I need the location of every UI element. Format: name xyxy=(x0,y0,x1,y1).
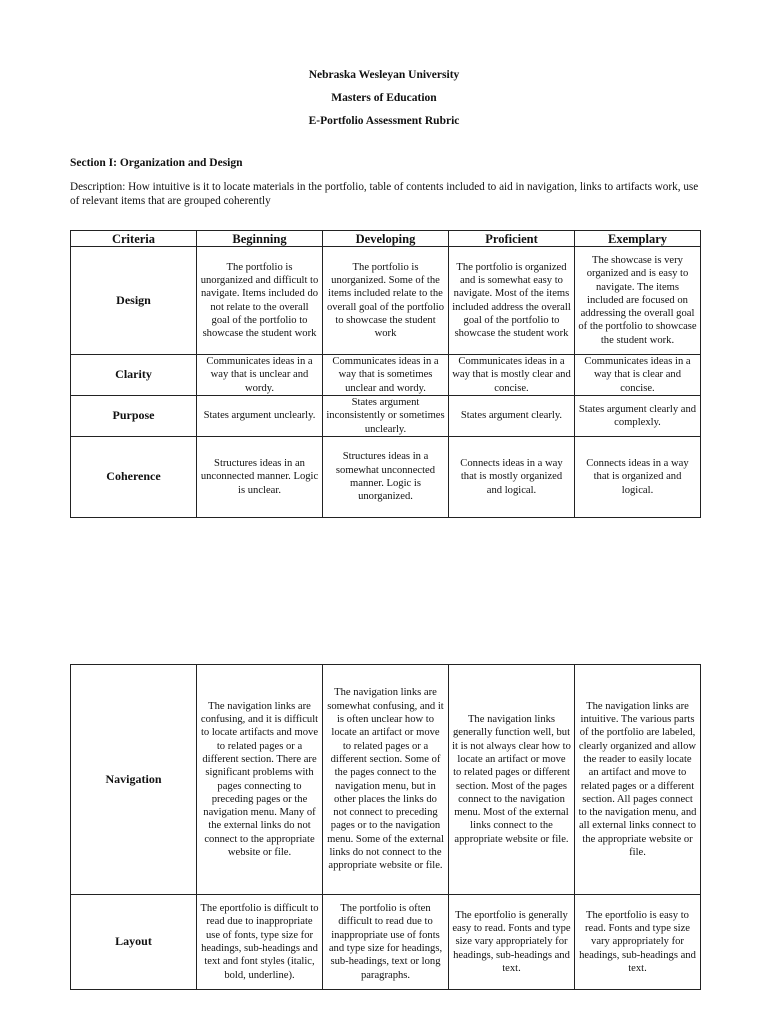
beginning-cell: The navigation links are confusing, and it is difficult to locate artifacts and move to related pages or a different section. There are significant problems with pages connecting to preceding pages or the navigation menu. Many of the external links do not connect to the appropriate website or file. xyxy=(197,665,323,895)
beginning-cell: Communicates ideas in a way that is unclear and wordy. xyxy=(197,355,323,396)
section-description: Description: How intuitive is it to locate materials in the portfolio, table of contents included to aid in navigation, links to artifacts work, use of relevant items that are grouped coherently xyxy=(70,181,699,207)
exemplary-cell: The showcase is very organized and is easy to navigate. The items included are focused on addressing the overall goal of the portfolio to showcase the student work. xyxy=(575,247,701,355)
developing-cell: Structures ideas in a somewhat unconnected manner. Logic is unorganized. xyxy=(323,436,449,517)
exemplary-cell: Communicates ideas in a way that is clear and concise. xyxy=(575,355,701,396)
rubric-table-continued xyxy=(70,664,701,990)
proficient-cell: The navigation links generally function well, but it is not always clear how to locate an artifact or move to related pages or different section. Most of the pages connect to the navigation menu. Most of the external links connect to the appropriate website or file. xyxy=(449,665,575,895)
column-header-criteria: Criteria xyxy=(71,231,197,247)
beginning-cell: States argument unclearly. xyxy=(197,396,323,437)
table-row xyxy=(71,355,701,396)
table-row xyxy=(71,665,701,895)
developing-cell: The portfolio is often difficult to read due to inappropriate use of fonts and type size for headings, sub-headings, text or long paragraphs. xyxy=(323,895,449,990)
section-title: Section I: Organization and Design xyxy=(70,157,243,169)
column-header-beginning: Beginning xyxy=(197,231,323,247)
rubric-table xyxy=(70,230,701,518)
developing-cell: The navigation links are somewhat confusing, and it is often unclear how to locate an artifact or move to related pages or a different section. Some of the pages connect to the navigation menu, but in other places the links do not connect to preceding pages or to the navigation menu. Some of the external links do not connect to the appropriate website or file. xyxy=(323,665,449,895)
criteria-cell: Coherence xyxy=(71,436,197,517)
criteria-cell: Design xyxy=(71,247,197,355)
proficient-cell: The portfolio is organized and is somewhat easy to navigate. Most of the items included address the overall goal of the portfolio to showcase the student work xyxy=(449,247,575,355)
criteria-cell: Layout xyxy=(71,895,197,990)
program-name: Masters of Education xyxy=(331,92,437,104)
beginning-cell: Structures ideas in an unconnected manner. Logic is unclear. xyxy=(197,436,323,517)
document-title: E-Portfolio Assessment Rubric xyxy=(308,115,460,127)
proficient-cell: The eportfolio is generally easy to read. Fonts and type size vary appropriately for headings, sub-headings and text. xyxy=(449,895,575,990)
criteria-cell: Purpose xyxy=(71,396,197,437)
exemplary-cell: The eportfolio is easy to read. Fonts and type size vary appropriately for headings, sub-headings and text. xyxy=(575,895,701,990)
table-row xyxy=(71,436,701,517)
table-row xyxy=(71,247,701,355)
exemplary-cell: The navigation links are intuitive. The various parts of the portfolio are labeled, clearly organized and allow the reader to easily locate an artifact and move to related pages or a different section. All pages connect to the navigation menu, and all external links connect to the appropriate website or file. xyxy=(575,665,701,895)
proficient-cell: Communicates ideas in a way that is mostly clear and concise. xyxy=(449,355,575,396)
exemplary-cell: States argument clearly and complexly. xyxy=(575,396,701,437)
developing-cell: The portfolio is unorganized. Some of the items included relate to the overall goal of the portfolio to showcase the student work xyxy=(323,247,449,355)
proficient-cell: States argument clearly. xyxy=(449,396,575,437)
beginning-cell: The portfolio is unorganized and difficult to navigate. Items included do not relate to the overall goal of the portfolio to showcase the student work xyxy=(197,247,323,355)
developing-cell: Communicates ideas in a way that is sometimes unclear and wordy. xyxy=(323,355,449,396)
column-header-exemplary: Exemplary xyxy=(575,231,701,247)
column-header-proficient: Proficient xyxy=(449,231,575,247)
criteria-cell: Clarity xyxy=(71,355,197,396)
table-row xyxy=(71,895,701,990)
table-row xyxy=(71,396,701,437)
proficient-cell: Connects ideas in a way that is mostly organized and logical. xyxy=(449,436,575,517)
exemplary-cell: Connects ideas in a way that is organized and logical. xyxy=(575,436,701,517)
table-header-row xyxy=(71,231,701,247)
column-header-developing: Developing xyxy=(323,231,449,247)
developing-cell: States argument inconsistently or sometimes unclearly. xyxy=(323,396,449,437)
beginning-cell: The eportfolio is difficult to read due to inappropriate use of fonts, type size for headings, sub-headings and text and font styles (italic, bold, underline). xyxy=(197,895,323,990)
university-name: Nebraska Wesleyan University xyxy=(308,69,460,81)
criteria-cell: Navigation xyxy=(71,665,197,895)
